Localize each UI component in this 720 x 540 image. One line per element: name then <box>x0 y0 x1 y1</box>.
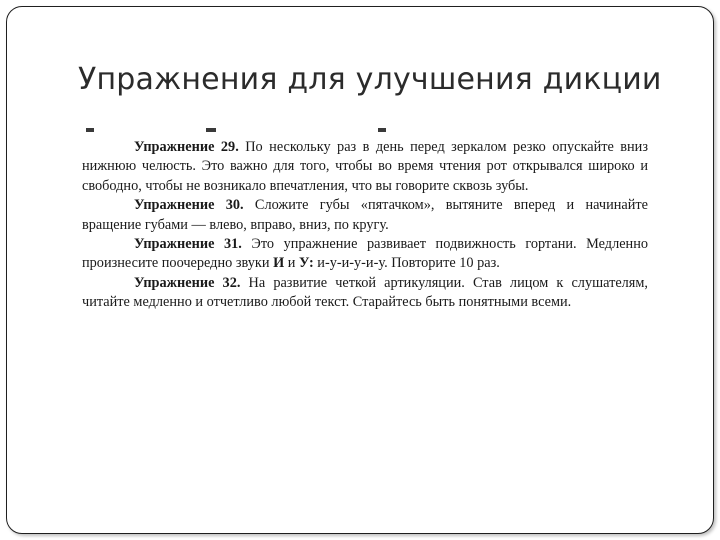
exercise-31 <box>82 235 648 274</box>
exercise-29-text: По нескольку раз в день перед зеркалом резко опускайте вниз нижнюю челюсть. Это важно для того, чтобы во время чтения рот открывался широко и свободно, чтобы не возникало впечатления, что вы говорите сквозь зубы. <box>82 139 648 194</box>
exercise-30-text: Сложите губы «пятачком», вытяните вперед и начинайте вращение губами — влево, вправо, вниз, по кругу. <box>82 197 648 233</box>
exercise-29-label: Упражнение 29. <box>134 139 239 155</box>
exercise-31-letter-u: У: <box>299 255 314 272</box>
exercise-30-label: Упражнение 30. <box>134 197 244 214</box>
exercise-32-label: Упражнение 32. <box>134 274 241 291</box>
slide-title: Упражнения для улучшения дикции <box>78 62 662 97</box>
exercise-32-text: На развитие четкой артикуляции. Став лицом к слушателям, читайте медленно и отчетливо любой текст. Старайтесь быть понятными всеми. <box>82 274 648 311</box>
exercise-31-text-after: и-у-и-у-и-у. Повторите 10 раз. <box>313 255 500 272</box>
exercise-29 <box>82 138 648 196</box>
exercise-31-letter-i: И <box>273 255 285 272</box>
cropped-text-fragment <box>86 128 446 136</box>
scanned-text-image <box>82 128 648 382</box>
exercise-31-text-and: и <box>284 255 299 272</box>
exercise-31-label: Упражнение 31. <box>134 236 242 253</box>
exercise-32 <box>82 274 648 313</box>
exercise-31-text-before: Это упражнение развивает подвижность гортани. Медленно произнесите поочередно звуки <box>82 236 648 272</box>
exercise-30 <box>82 196 648 235</box>
